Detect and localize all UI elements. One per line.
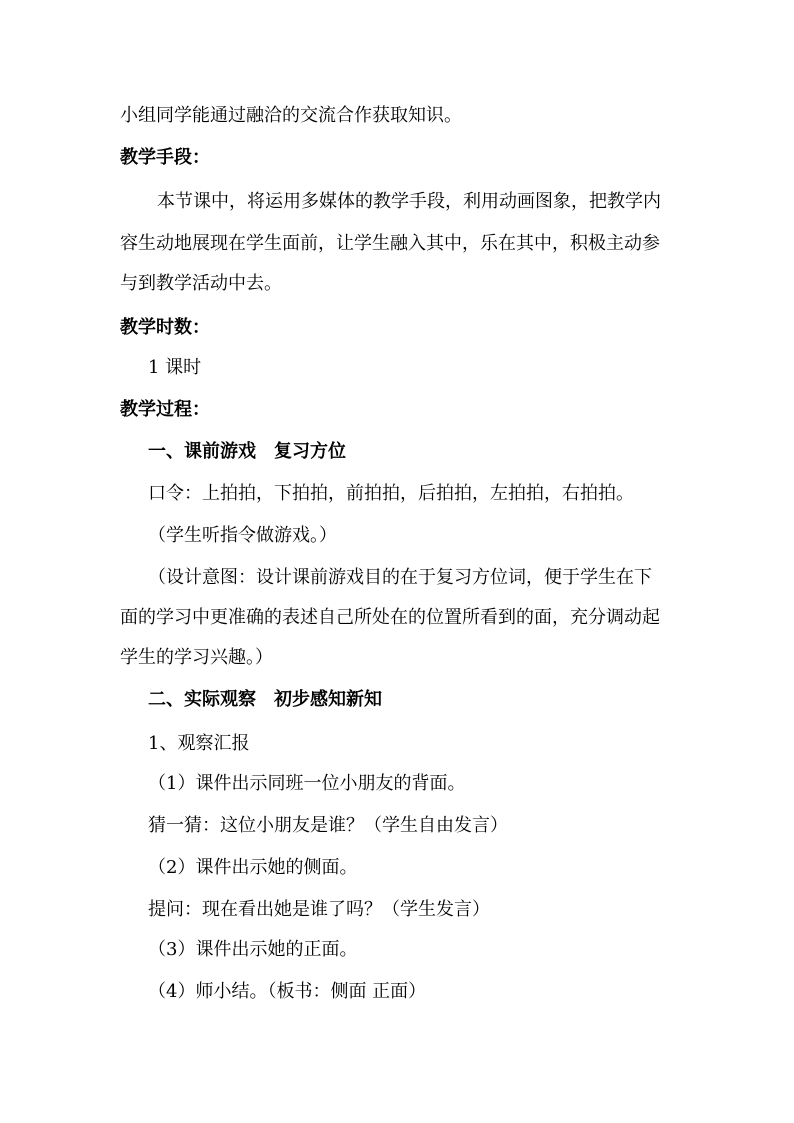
paragraph-line: 1 课时 [148,357,202,378]
paragraph-line: （学生听指令做游戏。） [148,525,337,546]
paragraph-line: 本节课中，将运用多媒体的教学手段，利用动画图象，把教学内 [157,191,661,212]
paragraph-line: （4）师小结。（板书：侧面 正面） [148,981,427,1002]
paragraph-line: 小组同学能通过融洽的交流合作获取知识。 [120,105,462,126]
section-heading-2: 二、实际观察 初步感知新知 [148,689,382,710]
paragraph-line: 容生动地展现在学生面前，让学生融入其中，乐在其中，积极主动参 [120,233,660,254]
paragraph-line: （1）课件出示同班一位小朋友的背面。 [148,773,466,794]
paragraph-line: （3）课件出示她的正面。 [148,939,358,960]
paragraph-line: （2）课件出示她的侧面。 [148,857,358,878]
heading-teaching-means: 教学手段： [120,147,210,168]
heading-teaching-hours: 教学时数： [120,317,210,338]
heading-teaching-process: 教学过程： [120,399,210,420]
paragraph-line: 提问：现在看出她是谁了吗？（学生发言） [148,899,490,920]
paragraph-line: 面的学习中更准确的表述自己所处在的位置所看到的面，充分调动起 [120,607,660,628]
paragraph-line: 口令：上拍拍，下拍拍，前拍拍，后拍拍，左拍拍，右拍拍。 [148,483,634,504]
paragraph-line: 1、观察汇报 [148,733,250,754]
paragraph-line: 与到教学活动中去。 [120,273,282,294]
paragraph-line: 猜一猜：这位小朋友是谁？（学生自由发言） [148,815,508,836]
section-heading-1: 一、课前游戏 复习方位 [148,441,346,462]
paragraph-line: 学生的学习兴趣。） [120,647,273,668]
paragraph-line: （设计意图：设计课前游戏目的在于复习方位词，便于学生在下 [148,567,652,588]
